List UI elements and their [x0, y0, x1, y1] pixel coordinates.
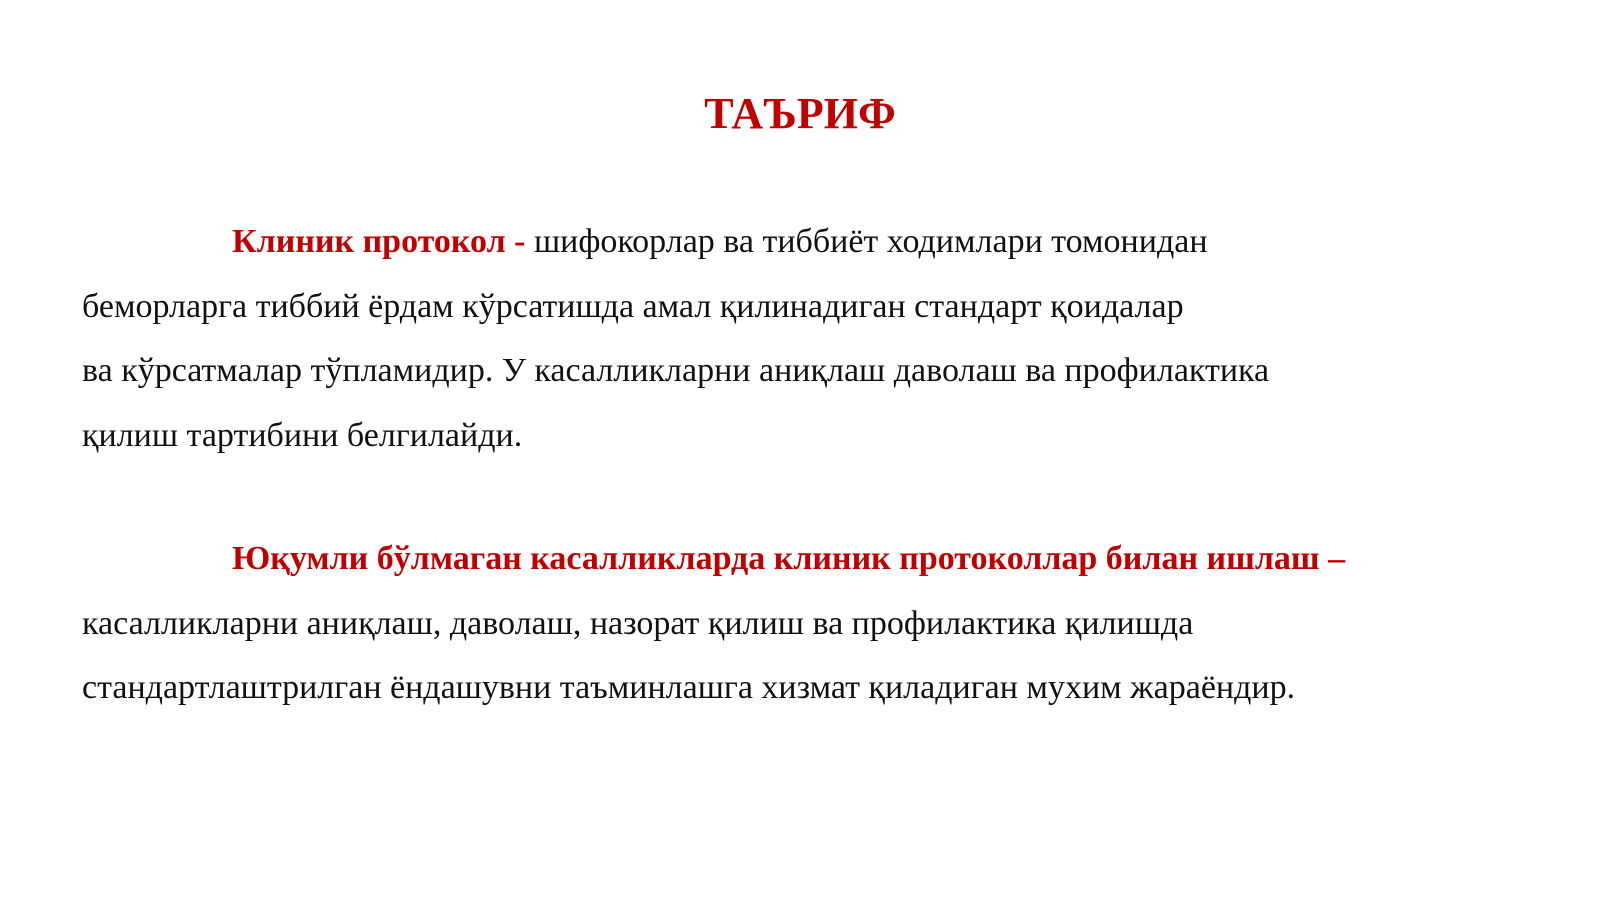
definition-ncd-protocols — [82, 527, 1582, 721]
definition-2-line-2: стандартлаштрилган ёндашувни таъминлашга хизмат қиладиган мухим жараёндир. — [82, 669, 1296, 706]
definition-1-line-2: беморларга тиббий ёрдам кўрсатишда амал қилинадиган стандарт қоидалар — [82, 287, 1184, 325]
definition-1-line-4: қилиш тартибини белгилайди. — [82, 416, 523, 454]
definition-clinical-protocol — [82, 210, 1582, 468]
definition-1-line-1-text: шифокорлар ва тиббиёт ходимлари томонидан — [533, 223, 1208, 260]
slide-title: ТАЪРИФ — [704, 89, 896, 138]
definition-2-term: Юқумли бўлмаган касалликларда клиник протоколлар билан ишлаш – — [232, 540, 1346, 577]
definition-1-term: Клиник протокол - — [232, 223, 534, 260]
definition-2-line-1: касалликларни аниқлаш, даволаш, назорат қилиш ва профилактика қилишда — [82, 604, 1194, 642]
definition-1-line-1 — [82, 210, 1582, 275]
definition-1-line-3: ва кўрсатмалар тўпламидир. У касалликларни аниқлаш даволаш ва профилактика — [82, 352, 1270, 389]
